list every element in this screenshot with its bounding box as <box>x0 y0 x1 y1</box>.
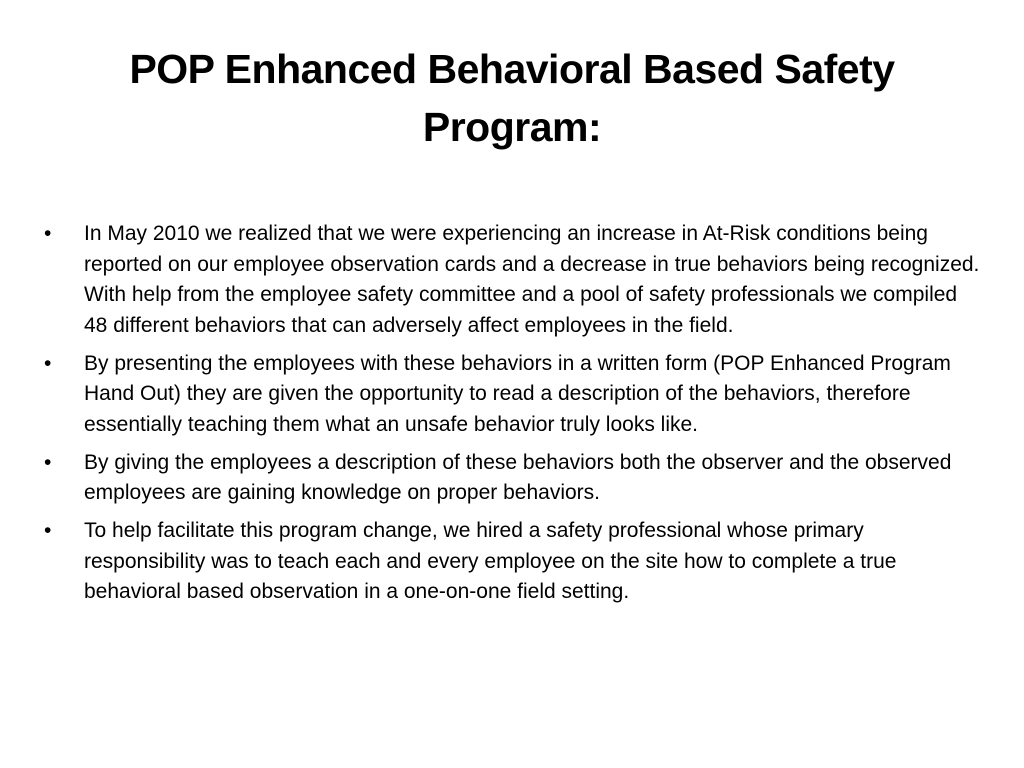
bullet-dot-icon: • <box>44 351 52 375</box>
bullet-list <box>44 219 984 615</box>
bullet-item <box>44 219 984 341</box>
bullet-dot-icon: • <box>44 450 52 474</box>
bullet-dot-icon: • <box>44 222 52 245</box>
bullet-text: By presenting the employees with these behaviors in a written form (POP Enhanced Program Hand Out) they are given the opportunity to read a description of the behaviors, therefore essentially teaching them what an unsafe behavior truly looks like. <box>84 351 951 436</box>
bullet-text: In May 2010 we realized that we were experiencing an increase in At-Risk conditions being reported on our employee observation cards and a decrease in true behaviors being recognized. With help from the employee safety committee and a pool of safety professionals we compiled 48 different behaviors that can adversely affect employees in the field. <box>84 222 980 337</box>
slide-title: POP Enhanced Behavioral Based Safety Program: <box>129 46 895 150</box>
bullet-item <box>44 448 984 509</box>
bullet-text: To help facilitate this program change, we hired a safety professional whose primary responsibility was to teach each and every employee on the site how to complete a true behavioral based observation in a one-on-one field setting. <box>84 519 897 603</box>
bullet-dot-icon: • <box>44 519 52 542</box>
bullet-item <box>44 349 984 441</box>
bullet-text: By giving the employees a description of these behaviors both the observer and the observed employees are gaining knowledge on proper behaviors. <box>84 450 952 504</box>
bullet-item <box>44 516 984 608</box>
